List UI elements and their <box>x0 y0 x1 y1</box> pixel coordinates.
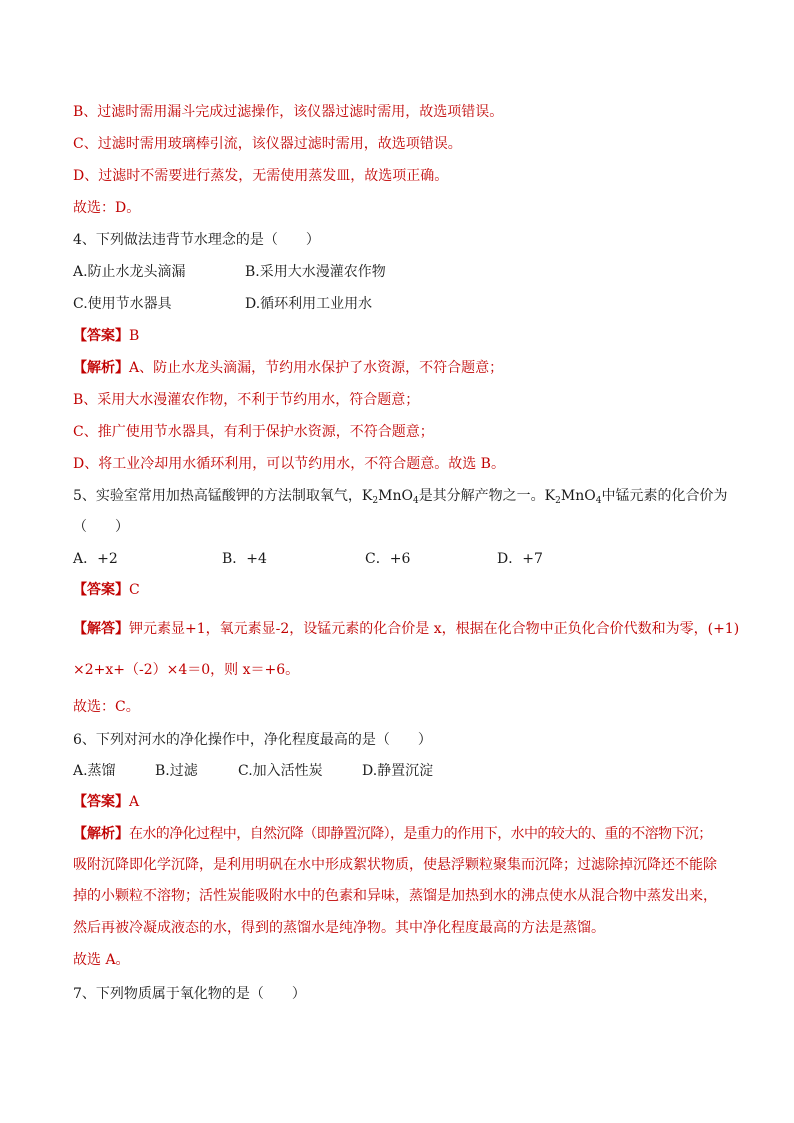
q4-option-a: A.防止水龙头滴漏 <box>73 264 186 280</box>
q5-subscript-2: 2 <box>372 496 379 506</box>
q5-solution-line-2: ×2+x+（-2）×4＝0，则 x＝+6。 <box>73 662 300 678</box>
q6-analysis-text-1: 在水的净化过程中，自然沉降（即静置沉降），是重力的作用下，水中的较大的、重的不溶物下沉； <box>129 826 712 842</box>
q5-stem-part-2: MnO <box>378 488 413 504</box>
q5-subscript-4: 4 <box>412 496 419 506</box>
answer-tag: 【答案】 <box>73 328 129 344</box>
q4-analysis-line-1 <box>73 358 503 378</box>
q4-answer <box>73 326 139 346</box>
answer-tag: 【答案】 <box>73 794 129 810</box>
q3-option-c-explanation: C、过滤时需用玻璃棒引流，该仪器过滤时需用，故选项错误。 <box>73 136 462 152</box>
q4-analysis-line-2: B、采用大水漫灌农作物，不利于节约用水，符合题意； <box>73 392 420 408</box>
q6-answer <box>73 792 139 812</box>
q3-option-d-explanation: D、过滤时不需要进行蒸发，无需使用蒸发皿，故选项正确。 <box>73 168 449 184</box>
q6-option-d: D.静置沉淀 <box>362 763 434 779</box>
q5-stem-part-5: 中锰元素的化合价为 <box>601 488 728 504</box>
q5-choice: 故选：C。 <box>73 699 140 715</box>
q5-answer <box>73 580 140 600</box>
q5-option-d: D．+7 <box>497 551 543 567</box>
q5-subscript-2b: 2 <box>555 496 561 506</box>
answer-tag: 【答案】 <box>73 582 129 598</box>
q4-option-d: D.循环利用工业用水 <box>245 296 373 312</box>
analysis-tag: 【解析】 <box>73 826 129 842</box>
analysis-tag: 【解析】 <box>73 360 129 376</box>
q6-analysis-line-1 <box>73 824 712 844</box>
q6-analysis-line-2: 吸附沉降即化学沉降，是利用明矾在水中形成絮状物质，使悬浮颗粒聚集而沉降；过滤除掉沉降还不能除 <box>73 857 717 873</box>
q5-stem-part-3: 是其分解产物之一。K <box>418 488 556 504</box>
q5-answer-value: C <box>129 582 140 598</box>
q6-choice: 故选 A。 <box>73 952 130 968</box>
q5-paren: （ ） <box>73 519 129 535</box>
q4-answer-value: B <box>129 328 140 344</box>
q5-stem-part-4: MnO <box>560 488 596 504</box>
q6-answer-value: A <box>129 794 140 810</box>
q5-solution-line-1 <box>73 619 739 639</box>
q5-option-c: C．+6 <box>365 551 411 567</box>
q4-option-b: B.采用大水漫灌农作物 <box>245 264 386 280</box>
q6-option-b: B.过滤 <box>155 763 198 779</box>
q5-stem <box>73 486 727 506</box>
q5-stem-part-1: 5、实验室常用加热高锰酸钾的方法制取氧气，K <box>73 488 373 504</box>
q3-option-b-explanation: B、过滤时需用漏斗完成过滤操作，该仪器过滤时需用，故选项错误。 <box>73 104 504 120</box>
q4-option-c: C.使用节水器具 <box>73 296 172 312</box>
q5-solution-text-1: 钾元素显+1，氧元素显-2，设锰元素的化合价是 x，根据在化合物中正负化合价代数和为零，(+1) <box>129 621 740 637</box>
q5-option-a: A．+2 <box>73 551 118 567</box>
q4-stem: 4、下列做法违背节水理念的是（ ） <box>73 232 320 248</box>
q4-analysis-text-1: A、防止水龙头滴漏，节约用水保护了水资源，不符合题意； <box>129 360 504 376</box>
q6-option-a: A.蒸馏 <box>73 763 116 779</box>
q6-analysis-line-3: 掉的小颗粒不溶物；活性炭能吸附水中的色素和异味，蒸馏是加热到水的沸点使水从混合物中蒸发出来， <box>73 888 717 904</box>
q4-analysis-line-4: D、将工业冷却用水循环利用，可以节约用水，不符合题意。故选 B。 <box>73 456 505 472</box>
q6-option-c: C.加入活性炭 <box>238 763 323 779</box>
solution-tag: 【解答】 <box>73 621 129 637</box>
q4-analysis-line-3: C、推广使用节水器具，有利于保护水资源，不符合题意； <box>73 424 434 440</box>
q5-subscript-4b: 4 <box>595 496 602 506</box>
q5-option-b: B．+4 <box>222 551 267 567</box>
q6-stem: 6、下列对河水的净化操作中，净化程度最高的是（ ） <box>73 732 432 748</box>
q6-analysis-line-4: 然后再被冷凝成液态的水，得到的蒸馏水是纯净物。其中净化程度最高的方法是蒸馏。 <box>73 920 605 936</box>
q3-choice: 故选：D。 <box>73 200 141 216</box>
q7-stem: 7、下列物质属于氧化物的是（ ） <box>73 986 306 1002</box>
